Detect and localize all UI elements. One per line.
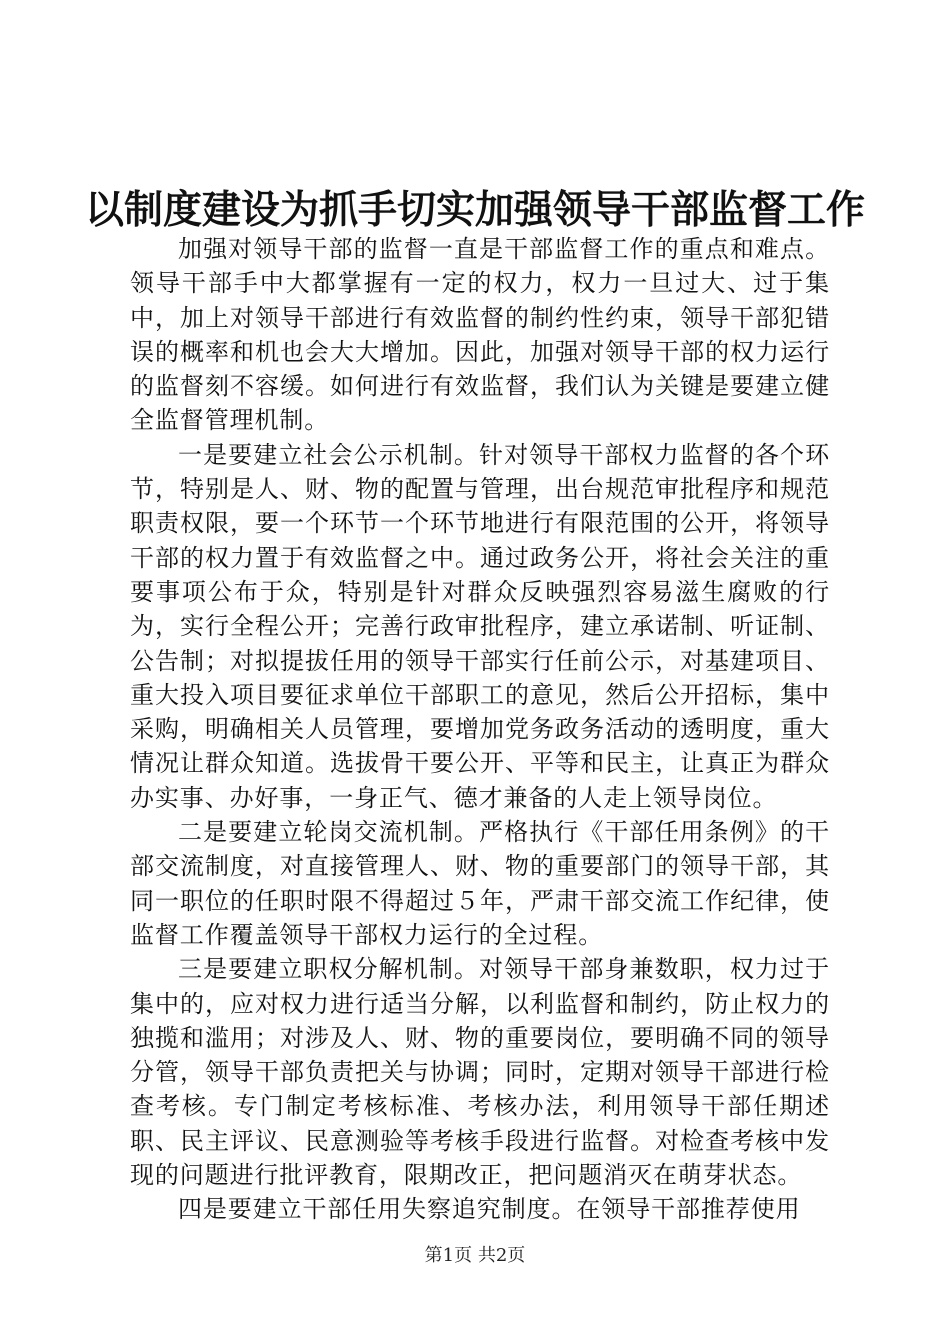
paragraph-public-disclosure: 一是要建立社会公示机制。针对领导干部权力监督的各个环节，特别是人、财、物的配置与管理，出台规范审批程序和规范职责权限，要一个环节一个环节地进行有限范围的公开，将领导干部的权力置于有效监督之中。通过政务公开，将社会关注的重要事项公布于众，特别是针对群众反映强烈容易滋生腐败的行为，实行全程公开；完善行政审批程序，建立承诺制、听证制、公告制；对拟提拔任用的领导干部实行任前公示，对基建项目、重大投入项目要征求单位干部职工的意见，然后公开招标，集中采购，明确相关人员管理，要增加党务政务活动的透明度，重大情况让群众知道。选拔骨干要公开、平等和民主，让真正为群众办实事、办好事，一身正气、德才兼备的人走上领导岗位。 (130, 440, 830, 812)
document-title: 以制度建设为抓手切实加强领导干部监督工作 (84, 187, 865, 233)
paragraph-intro: 加强对领导干部的监督一直是干部监督工作的重点和难点。领导干部手中大都掌握有一定的权力，权力一旦过大、过于集中，加上对领导干部进行有效监督的制约性约束，领导干部犯错误的概率和机也会大大增加。因此，加强对领导干部的权力运行的监督刻不容缓。如何进行有效监督，我们认为关键是要建立健全监督管理机制。 (130, 235, 830, 435)
paragraph-power-division: 三是要建立职权分解机制。对领导干部身兼数职，权力过于集中的，应对权力进行适当分解，以利监督和制约，防止权力的独揽和滥用；对涉及人、财、物的重要岗位，要明确不同的领导分管，领导干部负责把关与协调；同时，定期对领导干部进行检查考核。专门制定考核标准、考核办法，利用领导干部任期述职、民主评议、民意测验等考核手段进行监督。对检查考核中发现的问题进行批评教育，限期改正，把问题消灭在萌芽状态。 (130, 955, 830, 1190)
paragraph-job-rotation: 二是要建立轮岗交流机制。严格执行《干部任用条例》的干部交流制度，对直接管理人、财、物的重要部门的领导干部，其同一职位的任职时限不得超过５年，严肃干部交流工作纪律，使监督工作覆盖领导干部权力运行的全过程。 (130, 818, 830, 949)
page-number-footer: 第1页 共2页 (424, 1245, 526, 1266)
document-body (130, 232, 830, 1227)
paragraph-accountability: 四是要建立干部任用失察追究制度。在领导干部推荐使用 (178, 1195, 801, 1224)
